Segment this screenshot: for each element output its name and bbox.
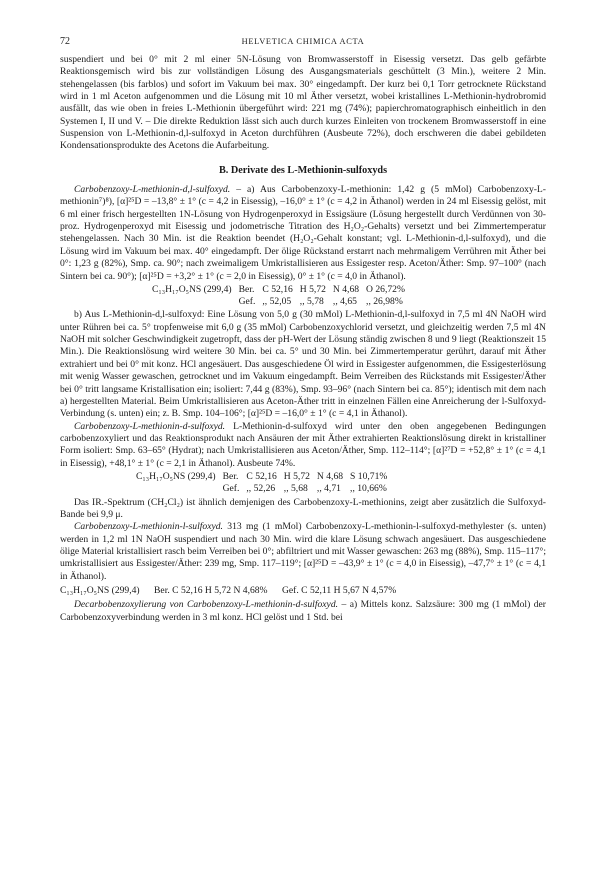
compound-title: Carbobenzoxy-L-methionin-d,l-sulfoxyd. [74,184,231,196]
ber-value: C 52,16 [262,283,293,295]
journal-title: HELVETICA CHIMICA ACTA [241,37,365,46]
gef-label: Gef. [238,296,256,308]
gef-value: ,, 10,66% [350,483,387,495]
paragraph-ir-spectrum: Das IR.-Spektrum (CH₂Cl₂) ist ähnlich demjenigen des Carbobenzoxy-L-methionins, zeigt aber zusätzlich die Sulfoxyd-Bande bei 9,9 μ. [60,496,546,520]
ber-value: N 4,68 [316,470,344,482]
elemental-analysis-2 [136,471,394,496]
paragraph-text: – a) Mittels konz. Salzsäure: 300 mg (1 mMol) der Carbobenzoxyverbindung werden in 3 ml konz. HCl gelöst und 1 Std. bei [60,599,546,623]
paragraph-text: 313 mg (1 mMol) Carbobenzoxy-L-methionin-l-sulfoxyd-methylester (s. unten) werden in 1,2 ml 1N NaOH suspendiert und nach 30 Min. wird die klare Lösung schwach angesäuert. Das ausgeschiedene ölige Material kristallisiert rasch beim Verreiben bei 0°; abfiltriert und mit Wasser gewaschen: 263 mg (88%), Smp. 115–117°; umkristallisiert aus Essigester/Äther: 239 mg, Smp. 117–119°; [α]²⁵D = –43,9° ± 1° (c = 4,0 in Eisessig), –47,7° ± 1° (c = 4,1 in Äthanol). [60,521,546,582]
gef-label: Gef. [222,483,240,495]
ber-value: O 26,72% [366,283,405,295]
ber-value: H 5,72 [299,283,326,295]
analysis-found: Gef. C 52,11 H 5,67 N 4,57% [281,584,397,596]
ber-label: Ber. [238,283,255,295]
analysis-row-found [136,483,394,495]
analysis-row-calc [136,471,394,483]
paragraph-text: – a) Aus Carbobenzoxy-L-methionin: 1,42 g (5 mMol) Carbobenzoxy-L-methionin⁷)⁸), [α]²⁵D = –13,8° ± 1° (c = 4,2 in Eisessig), –16,0° ± 1° (c = 4,2 in Äthanol) werden in 24 ml Eisessig gelöst, mit 6 ml einer frisch hergestellten 1N-Lösung von Hydrogenperoxyd in Essigsäure (Lösung hergestellt durch Verdünnen von 30-proz. Hydrogenperoxyd mit Eisessig und jodometrische Titration des H₂O₂-Gehalts) versetzt und bei Zimmertemperatur stehengelassen. Nach 30 Min. ist die Reaktion beendet (H₂O₂-Gehalt konstant; vgl. L-Methionin-d,l-sulfoxyd), und die Lösung wird im Vakuum bei max. 40° eingedampft. Der ölige Rückstand erstarrt nach mehrmaligem Verrühren mit Äther bei 0°: 1,23 g (82%), Smp. ca. 90°; nach zweimaligem Umkristallisieren aus Essigester resp. Aceton/Äther: Smp. 97–100° (nach Sintern bei ca. 90°); [α]²⁵D = +3,2° ± 1° (c = 2,0 in Eisessig), 0° ± 1° (c = 4,0 in Äthanol). [60,184,546,282]
section-title: Decarbobenzoxylierung von Carbobenzoxy-L-methionin-d-sulfoxyd. [74,599,339,611]
paragraph-carbobenzoxy-dl-sulfoxyd [60,184,546,283]
page-number: 72 [60,36,70,47]
formula: C₁₃H₁₇O₅NS (299,4) [136,470,216,482]
compound-title: Carbobenzoxy-L-methionin-l-sulfoxyd. [74,521,223,533]
paragraph-decarbobenzoxylierung [60,599,546,624]
ber-value: S 10,71% [350,470,388,482]
elemental-analysis-3 [60,585,546,597]
analysis-row-calc [152,284,412,296]
analysis-row-found [152,296,412,308]
paragraph-carbobenzoxy-d-sulfoxyd [60,421,546,470]
paragraph-method-b: b) Aus L-Methionin-d,l-sulfoxyd: Eine Lösung von 5,0 g (30 mMol) L-Methionin-d,l-sulfoxyd in 7,5 ml 4N NaOH wird unter Rühren bei ca. 5° tropfenweise mit 6,0 g (35 mMol) Carbobenzoxychlorid versetzt, und gleichzeitig werden 7,5 ml 4N NaOH mit solcher Geschwindigkeit zugetropft, dass der pH-Wert der Lösung ständig zwischen 8 und 9 liegt (Reaktionszeit 15 Min.). Die Reaktionslösung wird weitere 30 Min. bei ca. 5° und 30 Min. bei Zimmertemperatur gerührt, darauf mit Äther extrahiert und bei 0° mit konz. HCl angesäuert. Das ausgeschiedene Öl wird in Essigester aufgenommen, die Essigesterlösung mit wenig Wasser gewaschen, getrocknet und im Vakuum eingedampft. Beim Verreiben des Rückstands mit Essigester/Äther bei 0° tritt langsame Kristallisation ein; isoliert: 7,44 g (83%), Smp. 93–96° (nach Sintern bei ca. 85°); identisch mit dem nach a) hergestellten Material. Beim Umkristallisieren aus Aceton-Äther tritt in einzelnen Fällen eine Anreicherung der l-Sulfoxyd-Verbindung (s. unten) ein; z. B. Smp. 104–106°; [α]²⁵D = –16,0° ± 1° (c = 4,1 in Äthanol). [60,309,546,420]
paragraph-text: L-Methionin-d-sulfoxyd wird unter den oben angegebenen Bedingungen carbobenzoxyliert und das Reaktionsprodukt nach Ansäuren der mit Äther extrahierten Reaktionslösung direkt in kristalliner Form isoliert: Smp. 63–65° (Hydrat); nach Umkristallisieren aus Aceton/Äther, Smp. 112–114°; [α]²⁷D = +52,8° ± 1° (c = 4,1 in Eisessig), +48,1° ± 1° (c = 2,1 in Äthanol). Ausbeute 74%. [60,420,546,469]
elemental-analysis-1 [152,284,412,309]
gef-value: ,, 5,78 [299,296,324,308]
document-page [60,36,546,624]
ber-label: Ber. [222,470,239,482]
gef-value: ,, 5,68 [283,483,308,495]
gef-value: ,, 52,26 [246,483,276,495]
paragraph-continued: suspendiert und bei 0° mit 2 ml einer 5N-Lösung von Bromwasserstoff in Eisessig versetzt. Das gelb gefärbte Reaktionsgemisch wird bis zur vollständigen Lösung des Ausgangsmaterials geschüttelt (3 Min.), weitere 2 Min. stehengelassen (bis farblos) und sofort im Vakuum bei max. 30° eingedampft. Der kurz bei 0,1 Torr getrocknete Rückstand wird in 1 ml Aceton aufgenommen und die Lösung mit 10 ml Äther versetzt, wobei kristallines L-Methionin-hydrobromid ausfällt, das wie oben in freies L-Methionin übergeführt wird: 221 mg (74%); papierchromatographisch einheitlich in den Systemen I, II und V. – Die direkte Reduktion lässt sich auch durch kurzes Einleiten von trockenem Bromwasserstoff in eine Suspension von L-Methionin-d,l-sulfoxyd in Aceton durchführen (Ausbeute 72%), doch erschweren die dabei gebildeten Kondensationsprodukte des Acetons die Aufarbeitung. [60,54,546,152]
ber-value: N 4,68 [332,283,360,295]
ber-value: C 52,16 [246,470,277,482]
compound-title: Carbobenzoxy-L-methionin-d-sulfoxyd. [74,420,226,432]
paragraph-carbobenzoxy-l-sulfoxyd [60,521,546,583]
section-heading: B. Derivate des L-Methionin-sulfoxyds [218,164,388,176]
analysis-calc: Ber. C 52,16 H 5,72 N 4,68% [154,584,268,596]
gef-value: ,, 26,98% [366,296,403,308]
gef-value: ,, 52,05 [262,296,292,308]
formula: C₁₃H₁₇O₅NS (299,4) [152,283,232,295]
ber-value: H 5,72 [283,470,310,482]
page-header [60,36,546,54]
gef-value: ,, 4,71 [316,483,341,495]
gef-value: ,, 4,65 [332,296,357,308]
formula: C₁₃H₁₇O₅NS (299,4) [60,584,140,596]
